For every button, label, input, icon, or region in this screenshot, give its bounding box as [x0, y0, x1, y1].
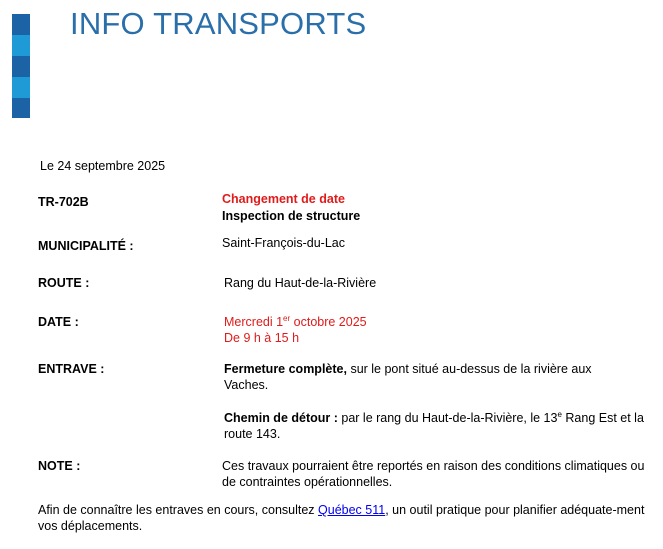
logo-bar-segment — [12, 98, 30, 118]
entrave-label: ENTRAVE : — [38, 362, 105, 376]
route-label: ROUTE : — [38, 276, 90, 290]
logo-bar-segment — [12, 35, 30, 56]
change-label: Changement de date — [222, 192, 345, 206]
footer-text: Afin de connaître les entraves en cours, consultez Québec 511, un outil pratique pour planifier adéquate-ment vos déplacements. — [38, 503, 645, 533]
closure-text: Fermeture complète, sur le pont situé au-dessus de la rivière aux Vaches. — [224, 362, 592, 392]
logo-bar-segment — [12, 56, 30, 77]
quebec-511-link[interactable]: Québec 511 — [318, 503, 386, 517]
date-line: Le 24 septembre 2025 — [40, 159, 166, 173]
subject-label: Inspection de structure — [222, 209, 361, 223]
hours-value: De 9 h à 15 h — [224, 331, 300, 345]
route-value: Rang du Haut-de-la-Rivière — [224, 276, 377, 290]
date-value: Mercredi 1er octobre 2025 — [224, 313, 367, 329]
note-text: Ces travaux pourraient être reportés en raison des conditions climatiques ou de contraintes opérationnelles. — [222, 459, 645, 489]
municipality-label: MUNICIPALITÉ : — [38, 239, 134, 253]
page-title: INFO TRANSPORTS — [70, 6, 367, 41]
logo-bar-segment — [12, 77, 30, 98]
date-label: DATE : — [38, 315, 79, 329]
note-label: NOTE : — [38, 459, 81, 473]
detour-text: Chemin de détour : par le rang du Haut-de-la-Rivière, le 13e Rang Est et la route 143. — [224, 409, 644, 441]
municipality-value: Saint-François-du-Lac — [222, 236, 345, 250]
logo-bar-segment — [12, 14, 30, 35]
notice-code: TR-702B — [38, 195, 89, 209]
